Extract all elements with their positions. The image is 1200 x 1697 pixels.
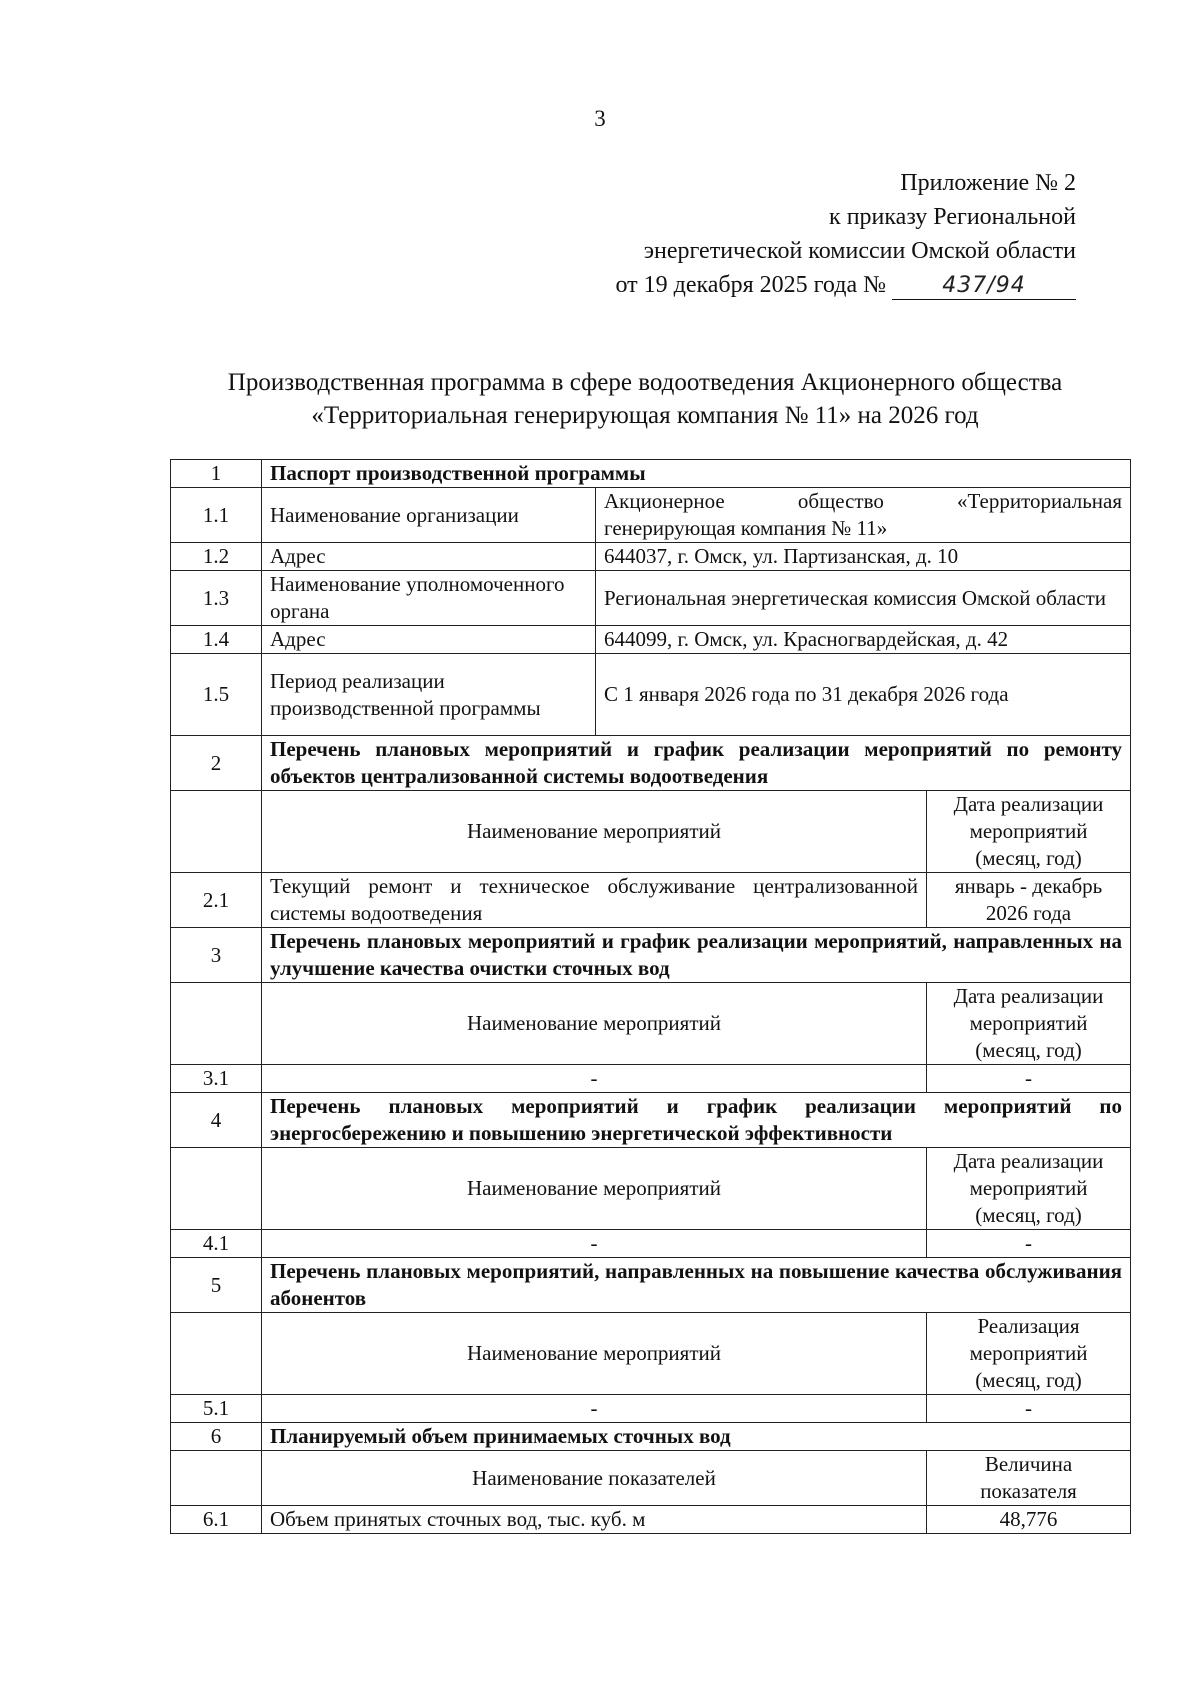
row-number: 1.1 [171,488,262,543]
row-label: Наименование уполномоченного органа [262,571,596,626]
row-value: Региональная энергетическая комиссия Омской области [596,571,1131,626]
section-number: 2 [171,736,262,791]
production-program-table [170,459,1131,1534]
row-label: Период реализации производственной программы [262,654,596,736]
column-header-date: Дата реализации мероприятий (месяц, год) [927,1148,1131,1230]
section-number: 4 [171,1093,262,1148]
appendix-header [615,166,1076,302]
column-header-name: Наименование мероприятий [262,1148,927,1230]
table-row [171,1065,1131,1093]
column-header-row [171,791,1131,873]
appendix-line-1: Приложение № 2 [900,170,1076,196]
row-value: Акционерное общество «Территориальная генерирующая компания № 11» [596,488,1131,543]
column-header-row [171,1313,1131,1395]
section-3-header [171,928,1131,983]
section-number: 5 [171,1258,262,1313]
row-number: 2.1 [171,873,262,928]
table-row [171,873,1131,928]
table-row [171,571,1131,626]
document-title [150,366,1140,432]
row-date: - [927,1230,1131,1258]
table-row [171,626,1131,654]
column-header-value: Величина показателя [927,1451,1131,1506]
section-number: 6 [171,1423,262,1451]
row-number: 6.1 [171,1506,262,1534]
table-row [171,654,1131,736]
section-title: Планируемый объем принимаемых сточных вод [262,1423,1131,1451]
column-header-name: Наименование мероприятий [262,791,927,873]
row-number: 1.2 [171,543,262,571]
row-number: 3.1 [171,1065,262,1093]
section-2-header [171,736,1131,791]
column-header-name: Наименование мероприятий [262,1313,927,1395]
column-header-date: Дата реализации мероприятий (месяц, год) [927,983,1131,1065]
section-title: Перечень плановых мероприятий и график реализации мероприятий по энергосбережению и повышению энергетической эффективности [262,1093,1131,1148]
row-number: 1.5 [171,654,262,736]
section-title: Перечень плановых мероприятий и график реализации мероприятий по ремонту объектов централизованной системы водоотведения [262,736,1131,791]
column-header-date: Дата реализации мероприятий (месяц, год) [927,791,1131,873]
document-title-line-1: Производственная программа в сфере водоотведения Акционерного общества [227,369,1063,396]
table-row [171,543,1131,571]
table-row [171,1230,1131,1258]
page-number: 3 [594,106,606,131]
row-label: Адрес [262,543,596,571]
section-1-header [171,460,1131,488]
column-header-row [171,1451,1131,1506]
appendix-line-3: энергетической комиссии Омской области [643,238,1076,264]
empty-cell [171,983,262,1065]
column-header-name: Наименование показателей [262,1451,927,1506]
row-date: - [927,1395,1131,1423]
section-number: 3 [171,928,262,983]
row-value: С 1 января 2026 года по 31 декабря 2026 года [596,654,1131,736]
table-row [171,1506,1131,1534]
section-6-header [171,1423,1131,1451]
section-4-header [171,1093,1131,1148]
empty-cell [171,791,262,873]
row-name: - [262,1395,927,1423]
row-number: 1.4 [171,626,262,654]
column-header-date: Реализация мероприятий (месяц, год) [927,1313,1131,1395]
section-title: Перечень плановых мероприятий, направленных на повышение качества обслуживания абонентов [262,1258,1131,1313]
section-5-header [171,1258,1131,1313]
row-label: Адрес [262,626,596,654]
row-name: - [262,1230,927,1258]
row-value: 644099, г. Омск, ул. Красногвардейская, д. 42 [596,626,1131,654]
section-title: Паспорт производственной программы [262,460,1131,488]
row-date: - [927,1065,1131,1093]
row-number: 4.1 [171,1230,262,1258]
row-name: - [262,1065,927,1093]
appendix-line-2: к приказу Региональной [829,204,1076,230]
row-number: 1.3 [171,571,262,626]
appendix-date: от 19 декабря 2025 года № [615,272,886,298]
empty-cell [171,1313,262,1395]
row-number: 5.1 [171,1395,262,1423]
row-label: Наименование организации [262,488,596,543]
empty-cell [171,1451,262,1506]
row-date: январь - декабрь 2026 года [927,873,1131,928]
row-name: Объем принятых сточных вод, тыс. куб. м [262,1506,927,1534]
order-number-handwritten: 437/94 [892,273,1076,300]
empty-cell [171,1148,262,1230]
row-value: 48,776 [927,1506,1131,1534]
column-header-name: Наименование мероприятий [262,983,927,1065]
row-name: Текущий ремонт и техническое обслуживание централизованной системы водоотведения [262,873,927,928]
section-number: 1 [171,460,262,488]
column-header-row [171,983,1131,1065]
row-value: 644037, г. Омск, ул. Партизанская, д. 10 [596,543,1131,571]
section-title: Перечень плановых мероприятий и график реализации мероприятий, направленных на улучшение качества очистки сточных вод [262,928,1131,983]
appendix-line-4 [615,268,1076,302]
table-row [171,488,1131,543]
column-header-row [171,1148,1131,1230]
document-title-line-2: «Территориальная генерирующая компания № 11» на 2026 год [311,402,979,429]
table-row [171,1395,1131,1423]
